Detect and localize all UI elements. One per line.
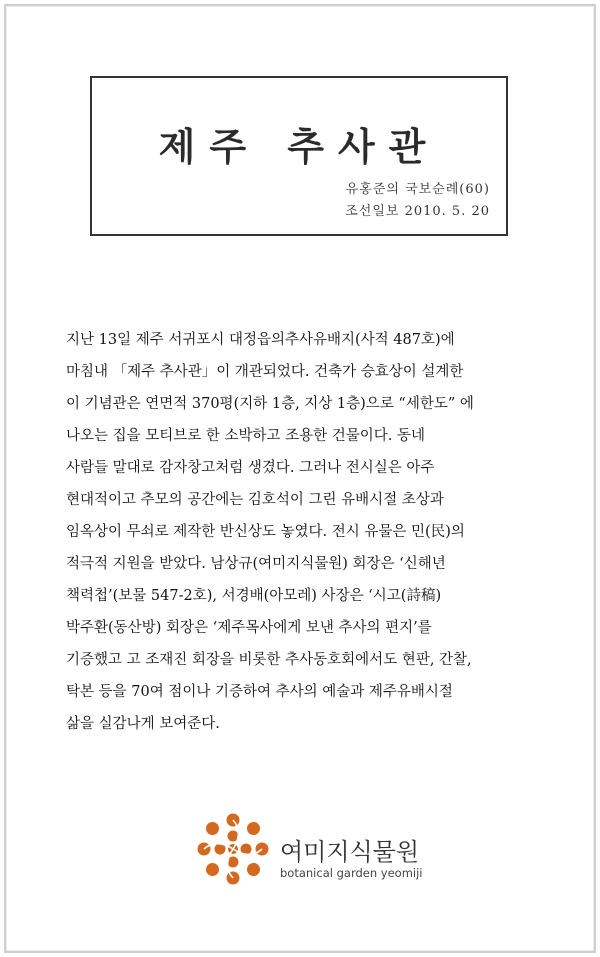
article-line: 탁본 등을 70여 점이나 기증하여 추사의 예술과 제주유배시절: [66, 684, 453, 700]
article-line: 임옥상이 무쇠로 제작한 반신상도 놓였다. 전시 유물은 민(民)의: [66, 524, 465, 540]
article-line: 마침내 「제주 추사관」이 개관되었다. 건축가 승효상이 설계한: [66, 364, 464, 380]
logo-name: 여미지식물원: [280, 838, 420, 866]
article-line: 박주환(동산방) 회장은 ‘제주목사에게 보낸 추사의 편지’를: [66, 620, 432, 636]
article-line: 삶을 실감나게 보여준다.: [66, 716, 220, 732]
article-line: 사람들 말대로 감자창고처럼 생겼다. 그러나 전시실은 아주: [66, 460, 435, 476]
page-title: 제주 추사관: [158, 124, 440, 169]
article-line: 지난 13일 제주 서귀포시 대정읍의추사유배지(사적 487호)에: [66, 332, 455, 348]
source-label: 조선일보 2010. 5. 20: [345, 204, 490, 219]
logo: [196, 812, 436, 892]
article-line: 책력첩’(보물 547-2호), 서경배(아모레) 사장은 ‘시고(詩稿): [66, 588, 442, 604]
article-body: [66, 324, 586, 740]
article-line: 나오는 집을 모티브로 한 소박하고 조용한 건물이다. 동네: [66, 428, 426, 444]
article-line: 이 기념관은 연면적 370평(지하 1층, 지상 1층)으로 “세한도” 에: [66, 396, 474, 412]
series-label: 유홍준의 국보순례(60): [345, 182, 490, 197]
title-box: [90, 76, 508, 236]
logo-subtitle: botanical garden yeomiji: [280, 866, 423, 880]
article-line: 기증했고 고 조재진 회장을 비롯한 추사동호회에서도 현판, 간찰,: [66, 652, 472, 668]
article-line: 적극적 지원을 받았다. 남상규(여미지식물원) 회장은 ‘신해년: [66, 556, 446, 572]
flower-pattern-icon: [196, 812, 270, 886]
article-line: 현대적이고 추모의 공간에는 김호석이 그린 유배시절 초상과: [66, 492, 444, 508]
